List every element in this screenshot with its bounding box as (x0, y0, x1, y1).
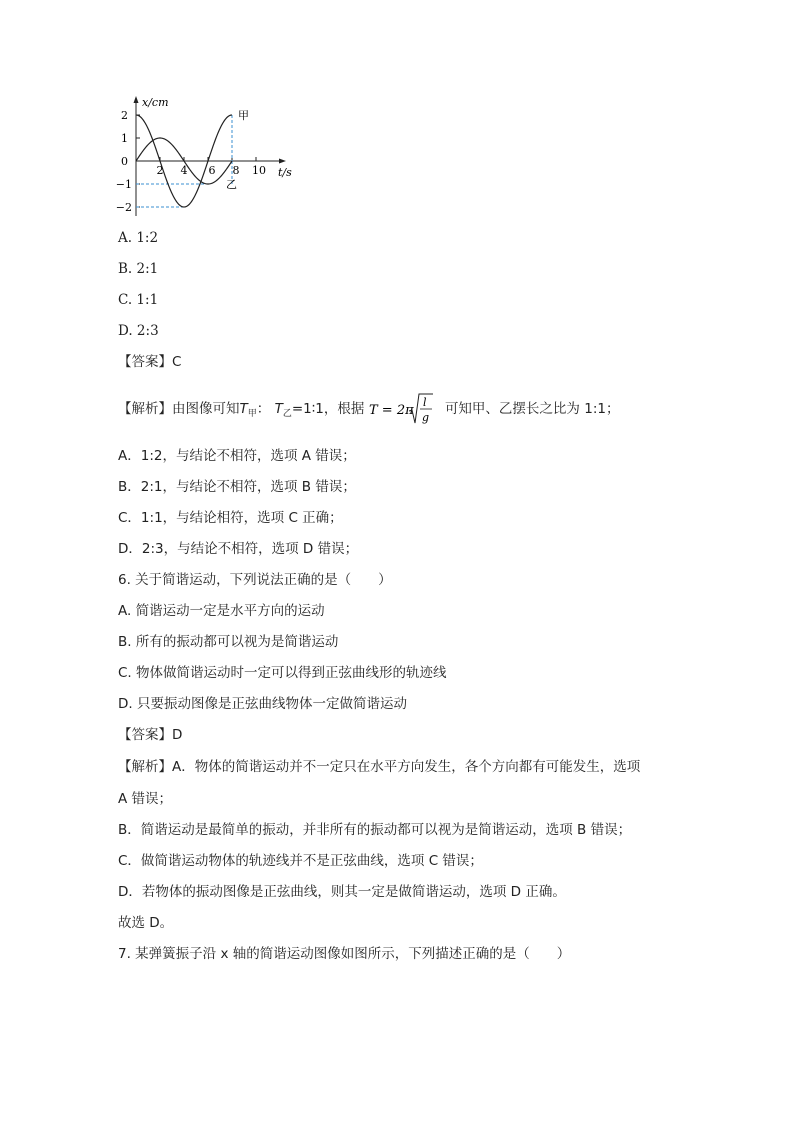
x-tick-label: 10 (252, 164, 266, 177)
q5-option-a: A. 1:2 (118, 230, 159, 246)
q6-stem: 6. 关于简谐运动，下列说法正确的是（ ） (118, 572, 392, 588)
q5-option-b: B. 2:1 (118, 261, 159, 277)
q6-conclusion: 故选 D。 (118, 915, 174, 931)
x-axis-label: t/s (278, 166, 292, 179)
q6-option-b: B. 所有的振动都可以视为是简谐运动 (118, 634, 339, 650)
q5-analysis-line: A．1:2，与结论不相符，选项 A 错误； (118, 448, 356, 464)
y-axis-label: x/cm (142, 96, 169, 109)
y-tick-label: 0 (121, 155, 128, 168)
x-tick-label: 2 (156, 164, 164, 177)
q6-analysis-line: 【解析】A．物体的简谐运动并不一定只在水平方向发生，各个方向都有可能发生，选项 (118, 759, 641, 775)
q6-option-c: C. 物体做简谐运动时一定可以得到正弦曲线形的轨迹线 (118, 665, 447, 681)
q5-analysis-line: B．2:1，与结论不相符，选项 B 错误； (118, 479, 356, 495)
formula-lhs: T = 2π (368, 403, 414, 418)
q5-analysis-line: D．2:3，与结论不相符，选项 D 错误； (118, 541, 359, 557)
x-tick-label: 4 (180, 164, 188, 177)
y-tick-label: −2 (116, 201, 132, 214)
y-tick-label: 1 (121, 132, 128, 145)
q6-option-a: A. 简谐运动一定是水平方向的运动 (118, 603, 325, 619)
y-tick-label: −1 (116, 178, 132, 191)
q6-option-d: D. 只要振动图像是正弦曲线物体一定做简谐运动 (118, 696, 407, 712)
q5-option-c: C. 1:1 (118, 292, 159, 308)
q6-analysis-line: B．简谐运动是最简单的振动，并非所有的振动都可以视为是简谐运动，选项 B 错误； (118, 822, 632, 838)
q6-answer: 【答案】D (118, 727, 183, 743)
q6-analysis-line: D．若物体的振动图像是正弦曲线，则其一定是做简谐运动，选项 D 正确。 (118, 884, 566, 900)
y-axis-arrow (134, 96, 139, 103)
q5-analysis-line: C．1:1，与结论相符，选项 C 正确； (118, 510, 343, 526)
q5-option-d: D. 2:3 (118, 323, 159, 339)
q7-stem: 7. 某弹簧振子沿 x 轴的简谐运动图像如图所示，下列描述正确的是（ ） (118, 946, 571, 962)
formula-denominator: g (421, 411, 429, 424)
x-tick-label: 8 (232, 164, 240, 177)
q6-analysis-line: A 错误； (118, 791, 173, 807)
curve-jia-label: 甲 (238, 109, 249, 122)
analysis-suffix: 可知甲、乙摆长之比为 1:1； (444, 401, 620, 417)
analysis-prefix: 【解析】由图像可知 (118, 401, 240, 417)
graph-svg (116, 94, 296, 220)
formula-numerator: l (422, 396, 427, 409)
q5-answer: 【答案】C (118, 354, 182, 370)
q5-analysis: 【解析】由图像可知$T_甲$： $T_乙=1∶1$，根据 T = 2π l g 可知甲、乙摆长之比为 1:1； (118, 391, 619, 427)
y-tick-label: 2 (121, 109, 128, 122)
x-axis-arrow (279, 159, 286, 164)
x-tick-label: 6 (208, 164, 216, 177)
pendulum-formula (369, 391, 441, 427)
q6-analysis-line: C．做简谐运动物体的轨迹线并不是正弦曲线，选项 C 错误； (118, 853, 483, 869)
curve-yi-label: 乙 (226, 178, 237, 191)
oscillation-graph (116, 94, 296, 220)
